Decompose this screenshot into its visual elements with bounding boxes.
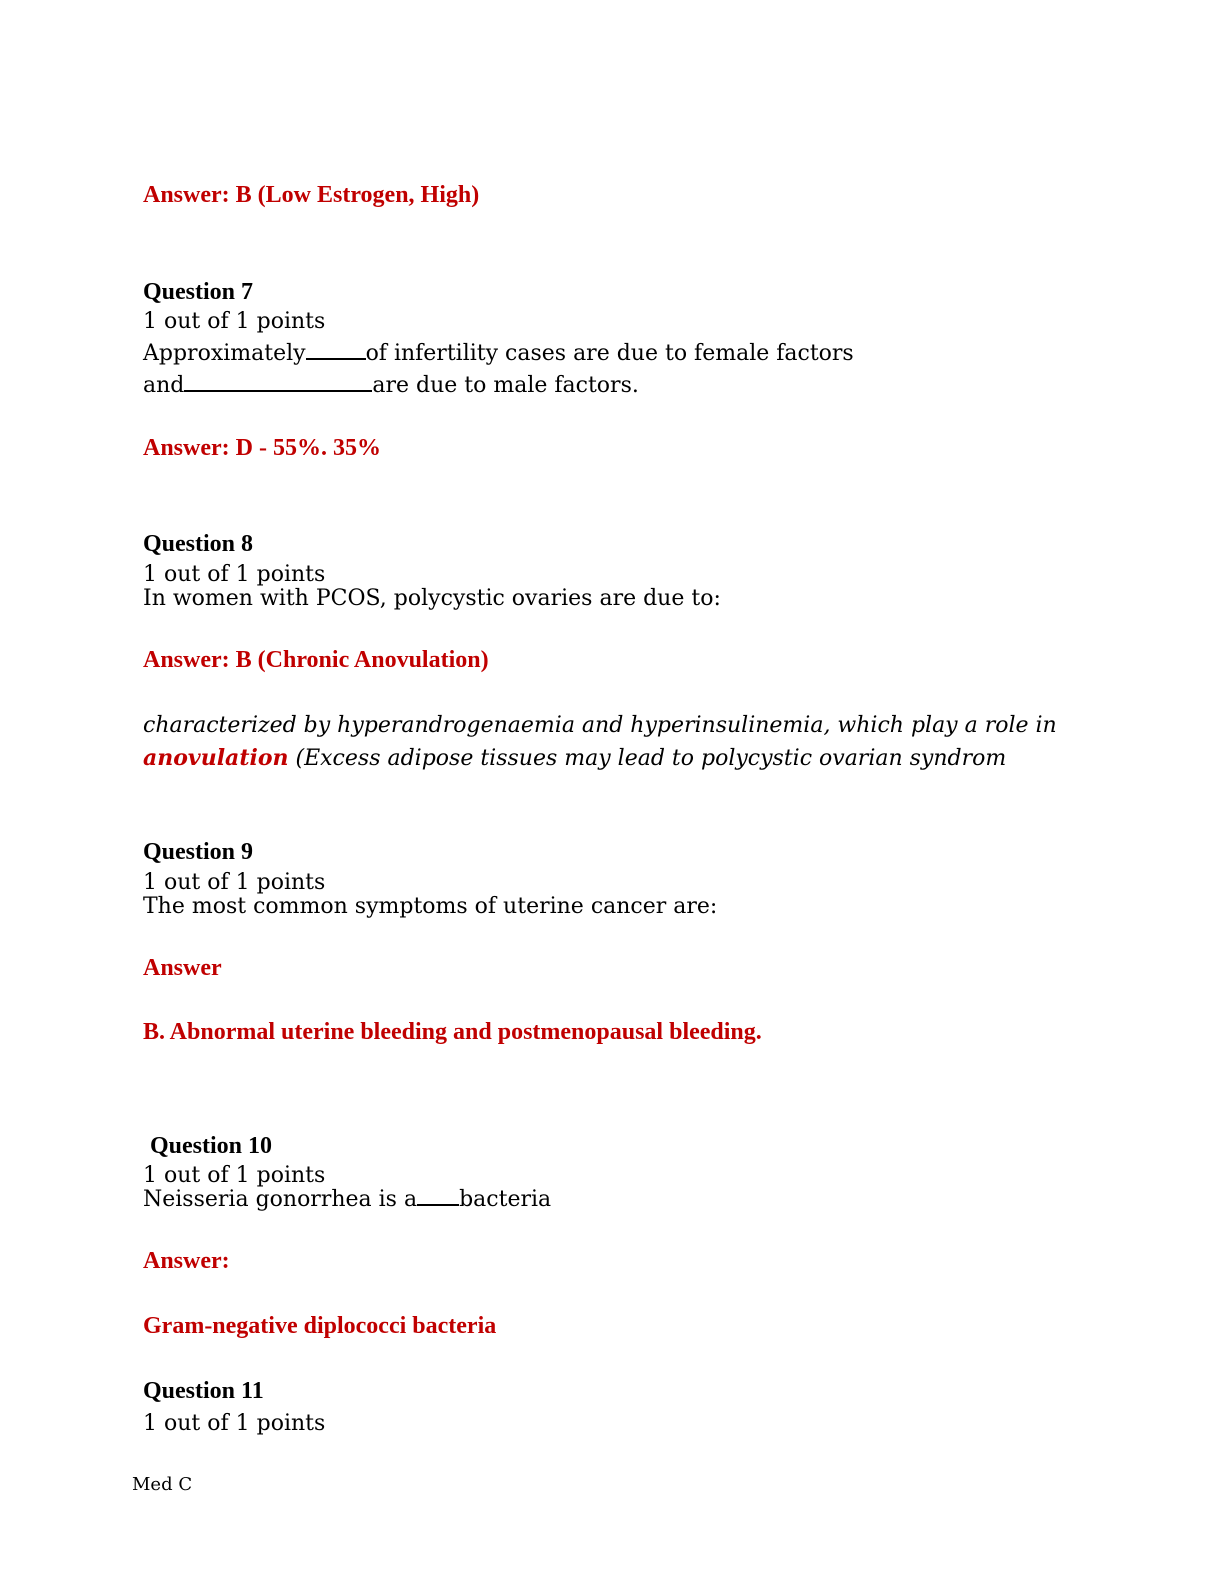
q7-text2-before-blank: and	[143, 373, 185, 398]
page-footer: Med C	[132, 1474, 193, 1495]
question-10-title: Question 10	[150, 1133, 273, 1159]
q10-text-before-blank: Neisseria gonorrhea is a	[143, 1187, 418, 1212]
question-7-title: Question 7	[143, 279, 254, 305]
question-7-text-line1	[143, 340, 854, 366]
answer-label-q9: Answer	[143, 955, 222, 981]
question-7-points: 1 out of 1 points	[143, 309, 326, 334]
q8-note-highlight: anovulation	[143, 745, 289, 771]
answer-q10: Gram-negative diplococci bacteria	[143, 1313, 497, 1339]
question-10-text	[143, 1186, 551, 1212]
question-9-text: The most common symptoms of uterine cancer are:	[143, 894, 718, 919]
question-8-points: 1 out of 1 points	[143, 562, 326, 587]
q7-text-before-blank: Approximately	[143, 341, 306, 366]
question-8-title: Question 8	[143, 531, 254, 557]
answer-q9: B. Abnormal uterine bleeding and postmenopausal bleeding.	[143, 1019, 762, 1045]
q7-blank-1	[306, 340, 366, 360]
answer-q7: Answer: D - 55%. 35%	[143, 435, 381, 461]
q8-note-line2	[143, 745, 1006, 771]
q10-text-after-blank: bacteria	[459, 1187, 552, 1212]
question-9-points: 1 out of 1 points	[143, 870, 326, 895]
question-8-text: In women with PCOS, polycystic ovaries are due to:	[143, 586, 721, 611]
question-9-title: Question 9	[143, 839, 254, 865]
question-10-points: 1 out of 1 points	[143, 1163, 326, 1188]
q10-blank	[417, 1186, 459, 1206]
answer-q8: Answer: B (Chronic Anovulation)	[143, 647, 489, 673]
question-11-title: Question 11	[143, 1378, 264, 1404]
question-11-points: 1 out of 1 points	[143, 1411, 326, 1436]
q8-note-rest: (Excess adipose tissues may lead to polycystic ovarian syndrom	[288, 746, 1007, 771]
q7-text2-after-blank: are due to male factors.	[372, 373, 639, 398]
question-7-text-line2	[143, 372, 639, 398]
q7-blank-2	[184, 372, 372, 392]
answer-label-q10: Answer:	[143, 1248, 230, 1274]
q7-text-after-blank: of infertility cases are due to female factors	[365, 341, 854, 366]
answer-q6: Answer: B (Low Estrogen, High)	[143, 182, 480, 208]
q8-note-line1: characterized by hyperandrogenaemia and hyperinsulinemia, which play a role in	[143, 713, 1057, 738]
